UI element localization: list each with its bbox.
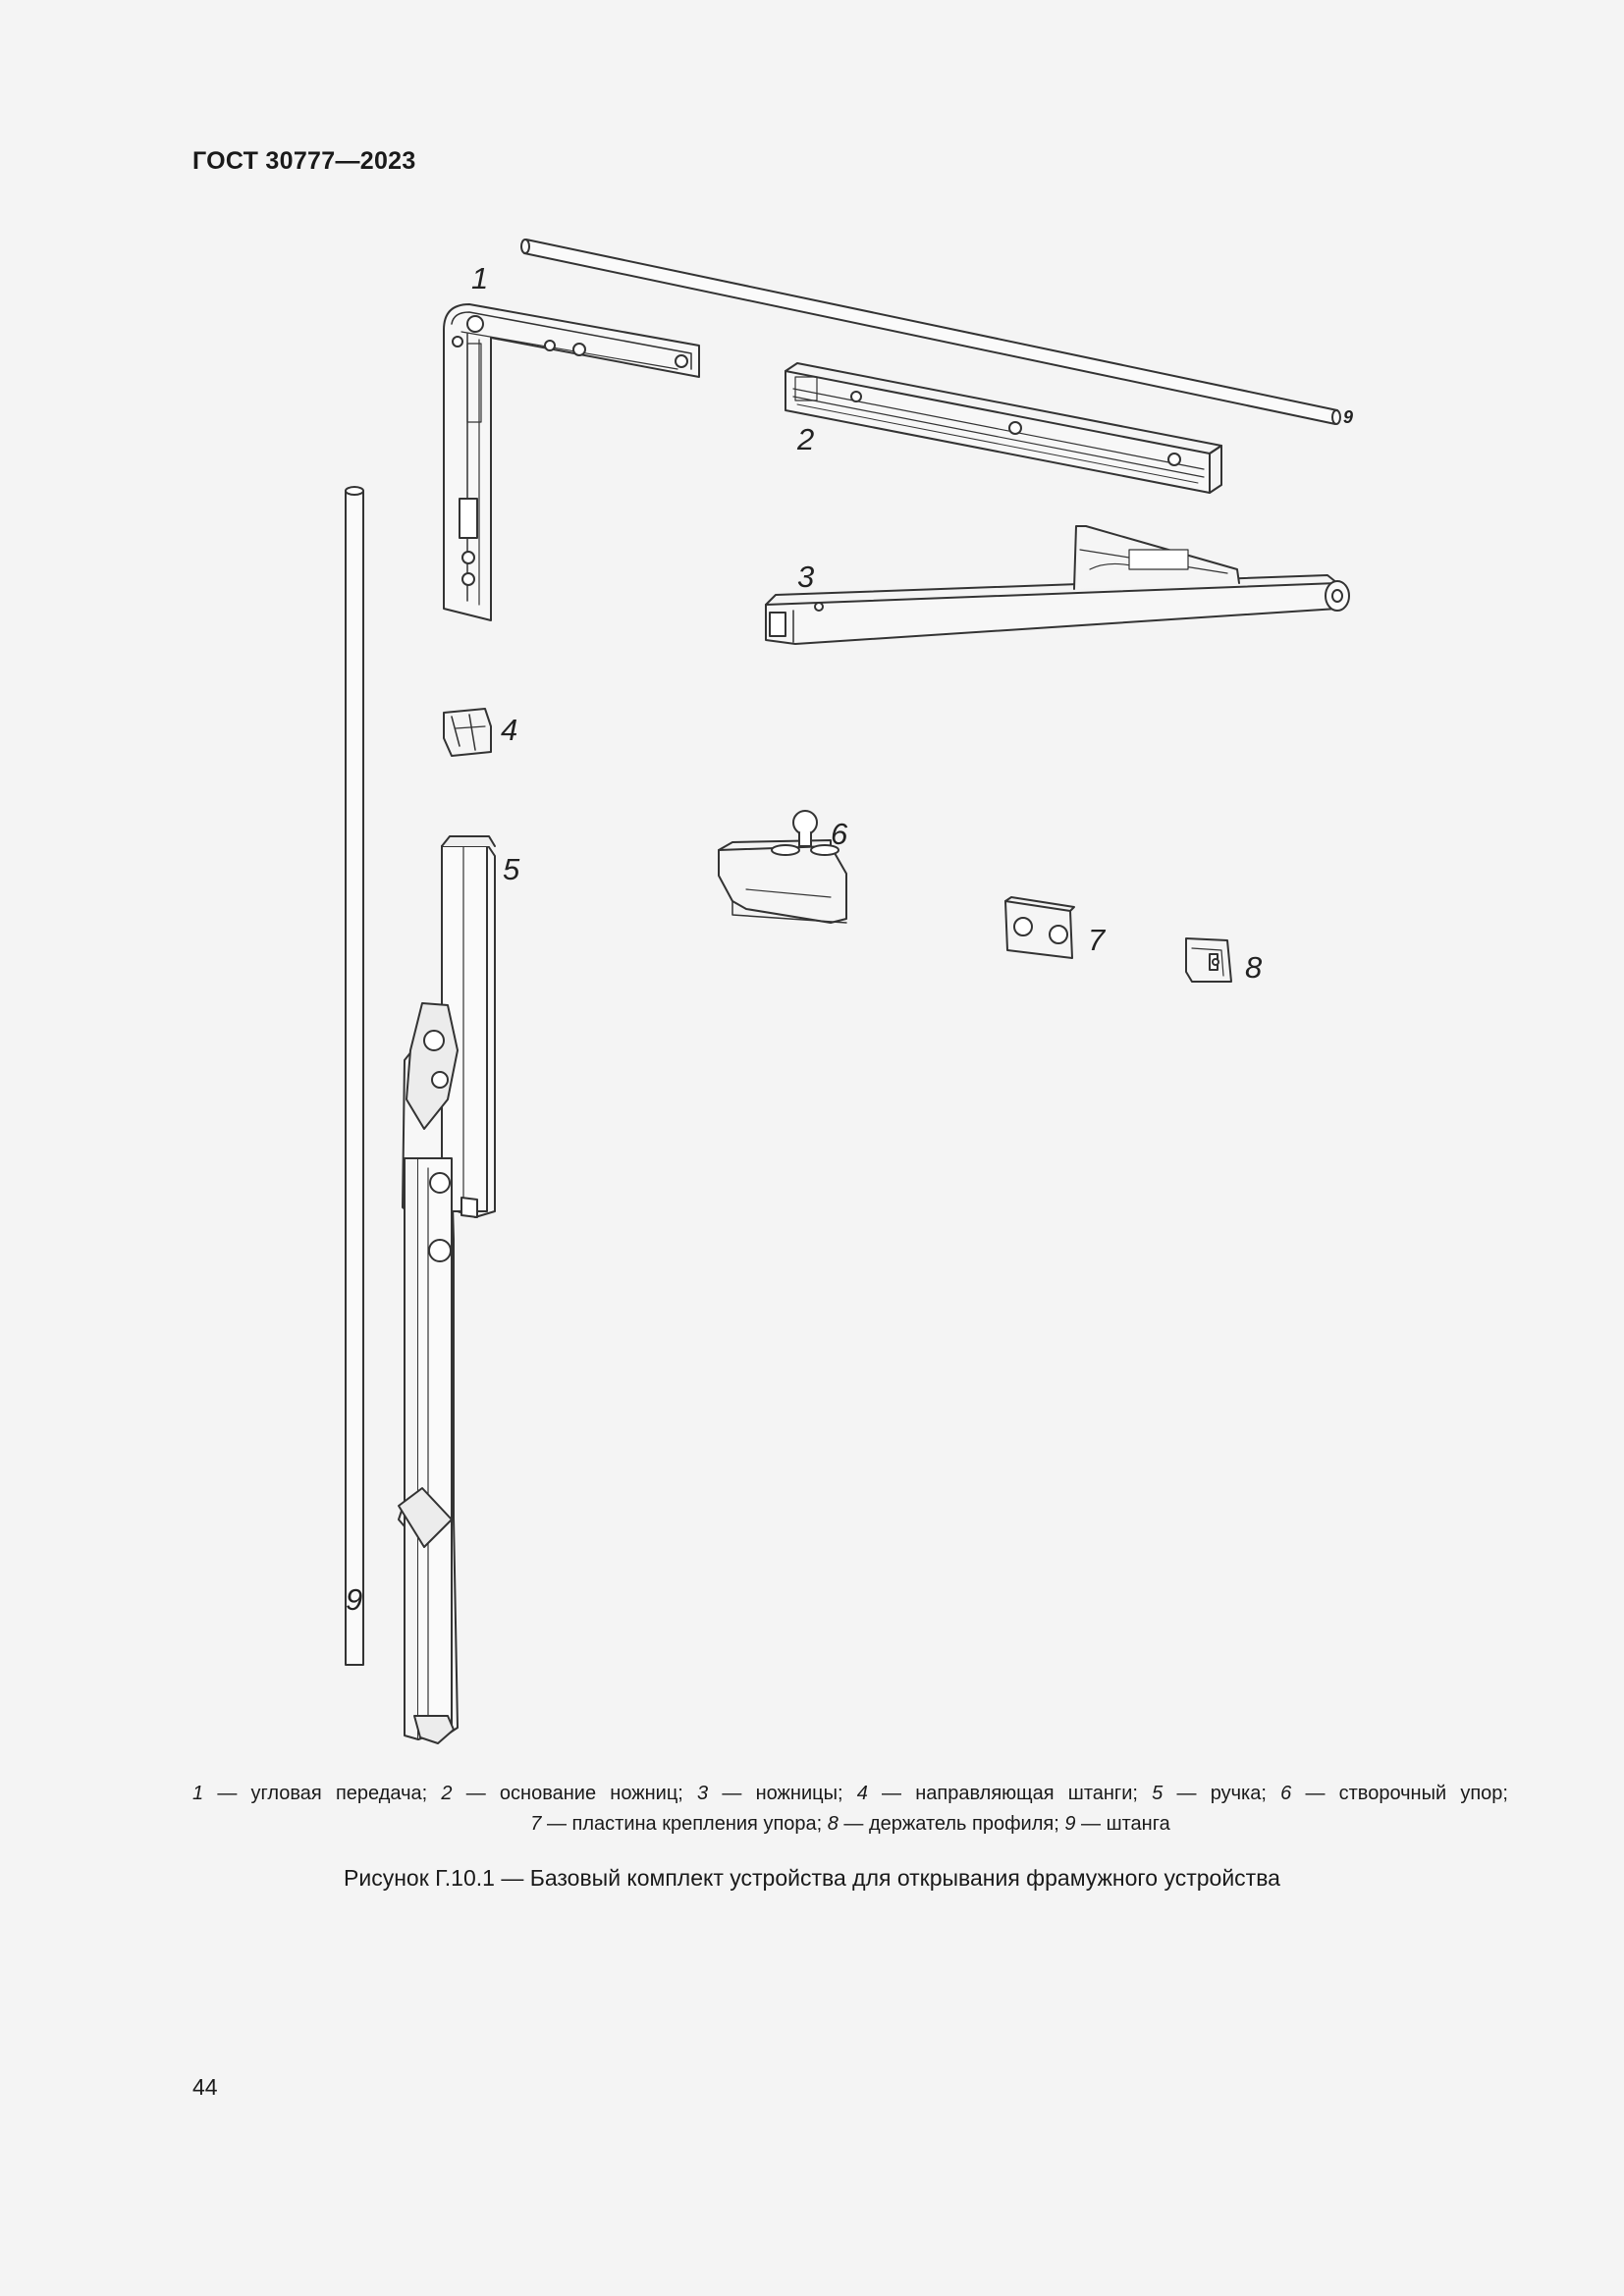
legend-num-4: 4 xyxy=(856,1783,868,1804)
legend-text-7: — пластина крепления упора; xyxy=(541,1813,828,1835)
document-header: ГОСТ 30777—2023 xyxy=(192,147,416,175)
label-part-9-horizontal: 9 xyxy=(1343,407,1354,427)
figure-legend xyxy=(192,1779,1508,1840)
scissors-drawing xyxy=(766,526,1349,644)
legend-num-5: 5 xyxy=(1152,1783,1164,1804)
rod-horizontal-drawing xyxy=(521,240,1340,424)
legend-num-2: 2 xyxy=(441,1783,453,1804)
rod-vertical-drawing xyxy=(346,487,363,1665)
legend-text-3: — ножницы; xyxy=(708,1783,857,1804)
sash-stop-drawing xyxy=(719,811,846,923)
legend-num-3: 3 xyxy=(697,1783,709,1804)
corner-transmission-drawing xyxy=(444,304,699,620)
legend-text-2: — основание ножниц; xyxy=(452,1783,698,1804)
legend-line-1 xyxy=(192,1779,1508,1809)
label-part-9-vertical: 9 xyxy=(346,1582,363,1617)
rod-guide-drawing xyxy=(444,709,491,756)
label-part-7: 7 xyxy=(1088,923,1106,957)
legend-text-4: — направляющая штанги; xyxy=(867,1783,1153,1804)
label-part-3: 3 xyxy=(797,560,815,594)
legend-num-7: 7 xyxy=(530,1813,542,1835)
stop-plate-drawing xyxy=(1005,897,1074,958)
legend-num-9: 9 xyxy=(1064,1813,1076,1835)
label-part-4: 4 xyxy=(501,713,518,747)
label-part-8: 8 xyxy=(1245,950,1263,985)
legend-num-6: 6 xyxy=(1280,1783,1292,1804)
legend-text-8: — держатель профиля; xyxy=(838,1813,1065,1835)
profile-holder-drawing xyxy=(1186,938,1231,982)
figure-caption: Рисунок Г.10.1 — Базовый комплект устройства для открывания фрамужного устройства xyxy=(344,1865,1280,1891)
legend-text-9: — штанга xyxy=(1075,1813,1170,1835)
page-number: 44 xyxy=(192,2074,218,2100)
label-part-5: 5 xyxy=(503,852,520,886)
legend-num-8: 8 xyxy=(827,1813,839,1835)
label-part-6: 6 xyxy=(831,817,848,851)
legend-text-5: — ручка; xyxy=(1163,1783,1281,1804)
legend-num-1: 1 xyxy=(192,1783,204,1804)
legend-text-6: — створочный упор; xyxy=(1291,1783,1508,1804)
legend-text-1: — угловая передача; xyxy=(203,1783,442,1804)
label-part-2: 2 xyxy=(797,422,815,456)
label-part-1: 1 xyxy=(471,261,489,295)
handle-drawing xyxy=(399,836,495,1743)
legend-line-2 xyxy=(192,1809,1508,1840)
